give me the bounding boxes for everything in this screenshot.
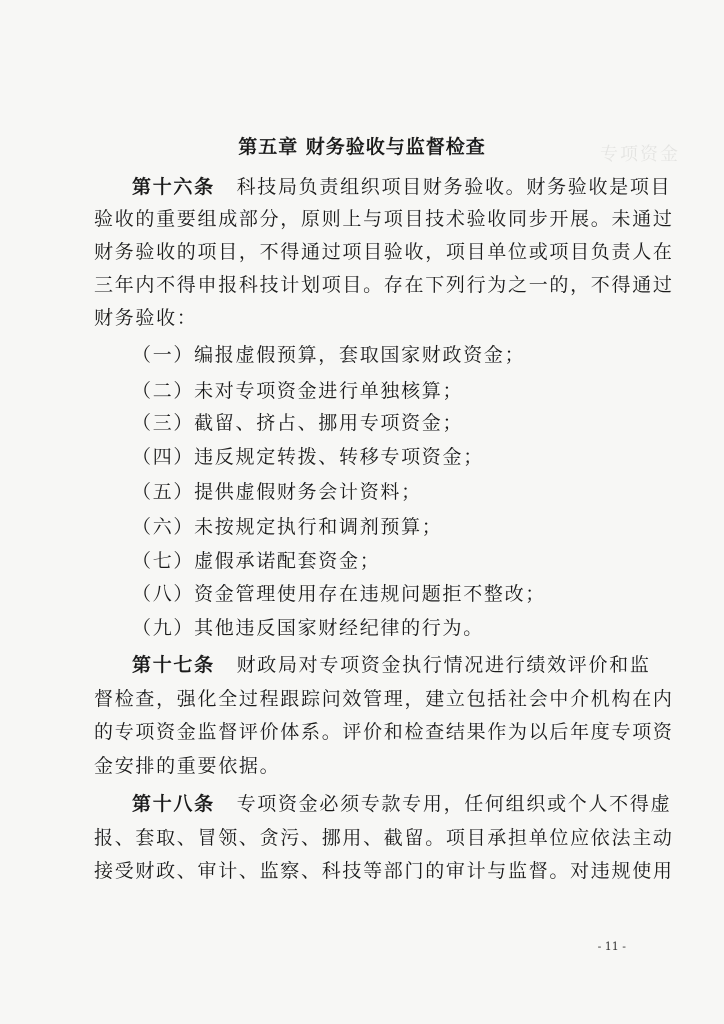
list-item-9: （九）其他违反国家财经纪律的行为。 [132, 617, 484, 639]
list-item-6: （六）未按规定执行和调剂预算； [132, 516, 443, 538]
list-item-5: （五）提供虚假财务会计资料； [132, 481, 422, 503]
list-item-2: （二）未对专项资金进行单独核算； [132, 380, 464, 402]
article-17-line-3: 的专项资金监督评价体系。评价和检查结果作为以后年度专项资 [94, 721, 674, 743]
article-17-line-1 [132, 650, 651, 680]
article-17-line-4: 金安排的重要依据。 [94, 755, 281, 777]
article-18-text-1: 专项资金必须专款专用，任何组织或个人不得虚 [236, 793, 672, 815]
chapter-title: 第五章 财务验收与监督检查 [238, 136, 486, 158]
list-item-7: （七）虚假承诺配套资金； [132, 550, 381, 572]
bleed-through-text: 专项资金 [600, 144, 680, 165]
article-18-line-1 [132, 789, 671, 819]
article-17-text-1: 财政局对专项资金执行情况进行绩效评价和监 [236, 654, 651, 676]
list-item-1: （一）编报虚假预算，套取国家财政资金； [132, 344, 526, 366]
article-16-line-5: 财务验收： [94, 307, 198, 329]
page-number: - 11 - [597, 940, 626, 953]
article-17-line-2: 督检查，强化全过程跟踪问效管理，建立包括社会中介机构在内 [94, 688, 674, 710]
article-16-line-4: 三年内不得申报科技计划项目。存在下列行为之一的，不得通过 [94, 274, 674, 296]
article-18-line-2: 报、套取、冒领、贪污、挪用、截留。项目承担单位应依法主动 [94, 827, 674, 849]
article-18-line-3: 接受财政、审计、监察、科技等部门的审计与监督。对违规使用 [94, 860, 674, 882]
article-18-heading: 第十八条 [132, 793, 215, 815]
article-16-heading: 第十六条 [132, 176, 215, 198]
list-item-4: （四）违反规定转拨、转移专项资金； [132, 446, 484, 468]
list-item-3: （三）截留、挤占、挪用专项资金； [132, 412, 464, 434]
article-16-line-2: 验收的重要组成部分，原则上与项目技术验收同步开展。未通过 [94, 208, 674, 230]
article-17-heading: 第十七条 [132, 654, 215, 676]
article-16-line-3: 财务验收的项目，不得通过项目验收，项目单位或项目负责人在 [94, 241, 674, 263]
article-16-line-1 [132, 172, 671, 202]
list-item-8: （八）资金管理使用存在违规问题拒不整改； [132, 583, 547, 605]
article-16-text-1: 科技局负责组织项目财务验收。财务验收是项目 [236, 176, 672, 198]
